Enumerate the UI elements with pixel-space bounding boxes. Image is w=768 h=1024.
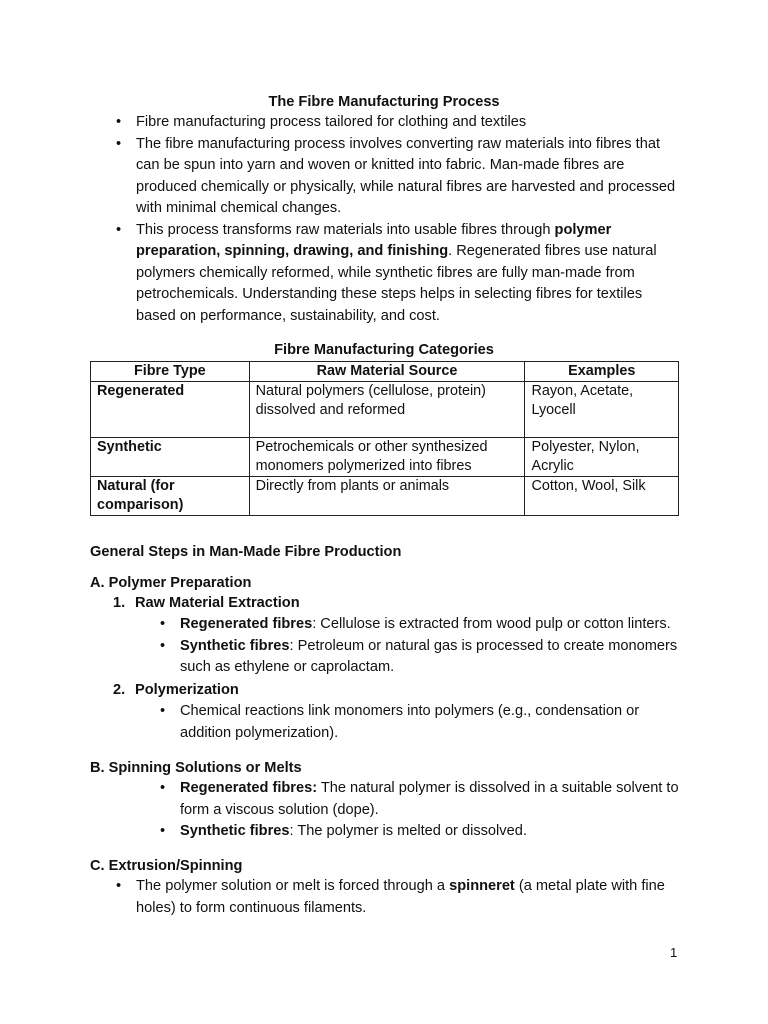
- intro-bullet-2: • The fibre manufacturing process involves converting raw materials into fibres that can be spun into yarn and woven or knitted into fabric. Man-made fibres are produced chemically or physically, while natural fibres are harvested and processed with minimal chemical changes.: [112, 134, 682, 220]
- step-2-heading: 2. Polymerization: [113, 682, 239, 698]
- table-caption: Fibre Manufacturing Categories: [274, 342, 494, 358]
- section-a-heading: A. Polymer Preparation: [90, 575, 252, 591]
- general-steps-heading: General Steps in Man-Made Fibre Production: [90, 544, 402, 560]
- examples-cell: Cotton, Wool, Silk: [525, 477, 679, 516]
- fibre-type-cell: Synthetic: [91, 438, 250, 477]
- header-examples: Examples: [525, 362, 679, 382]
- table-row: [91, 438, 679, 477]
- source-cell: Petrochemicals or other synthesized monomers polymerized into fibres: [249, 438, 525, 477]
- examples-cell: Polyester, Nylon, Acrylic: [525, 438, 679, 477]
- fibre-type-cell: Natural (for comparison): [91, 477, 250, 516]
- source-cell: Natural polymers (cellulose, protein) dissolved and reformed: [249, 382, 525, 438]
- process-steps-emphasis: polymer preparation, spinning, drawing, and finishing: [136, 221, 612, 259]
- section-b-heading: B. Spinning Solutions or Melts: [90, 760, 302, 776]
- page-title: The Fibre Manufacturing Process: [268, 94, 500, 110]
- list-item: • Regenerated fibres: Cellulose is extracted from wood pulp or cotton linters.: [158, 614, 688, 636]
- intro-bullet-list: [112, 112, 682, 327]
- step-2-bullets: [158, 701, 678, 744]
- section-b-bullets: [158, 778, 688, 843]
- intro-bullet-3: • This process transforms raw materials into usable fibres through polymer preparation, spinning, drawing, and finishing. Regenerated fibres use natural polymers chemically reformed, while synthetic fibres are fully man-made from petrochemicals. Understanding these steps helps in selecting fibres for textiles based on performance, sustainability, and cost.: [112, 220, 682, 328]
- intro-bullet-1: • Fibre manufacturing process tailored for clothing and textiles: [112, 112, 682, 134]
- list-item: • Synthetic fibres: The polymer is melted or dissolved.: [158, 821, 688, 843]
- source-cell: Directly from plants or animals: [249, 477, 525, 516]
- header-fibre-type: Fibre Type: [91, 362, 250, 382]
- examples-cell: Rayon, Acetate, Lyocell: [525, 382, 679, 438]
- section-c-heading: C. Extrusion/Spinning: [90, 858, 243, 874]
- fibre-type-cell: Regenerated: [91, 382, 250, 438]
- step-1-heading: 1. Raw Material Extraction: [113, 595, 300, 611]
- table-header-row: [91, 362, 679, 382]
- list-item: • Regenerated fibres: The natural polymer is dissolved in a suitable solvent to form a viscous solution (dope).: [158, 778, 688, 821]
- page-number: 1: [670, 945, 678, 960]
- table-row: [91, 382, 679, 438]
- list-item: • The polymer solution or melt is forced through a spinneret (a metal plate with fine holes) to form continuous filaments.: [114, 876, 674, 919]
- list-item: • Synthetic fibres: Petroleum or natural gas is processed to create monomers such as ethylene or caprolactam.: [158, 636, 688, 679]
- spinneret-term: spinneret: [449, 878, 515, 894]
- fibre-categories-table: [90, 361, 679, 516]
- table-row: [91, 477, 679, 516]
- step-1-bullets: [158, 614, 688, 679]
- header-raw-material-source: Raw Material Source: [249, 362, 525, 382]
- section-c-bullets: [114, 876, 674, 919]
- list-item: • Chemical reactions link monomers into polymers (e.g., condensation or addition polymerization).: [158, 701, 678, 744]
